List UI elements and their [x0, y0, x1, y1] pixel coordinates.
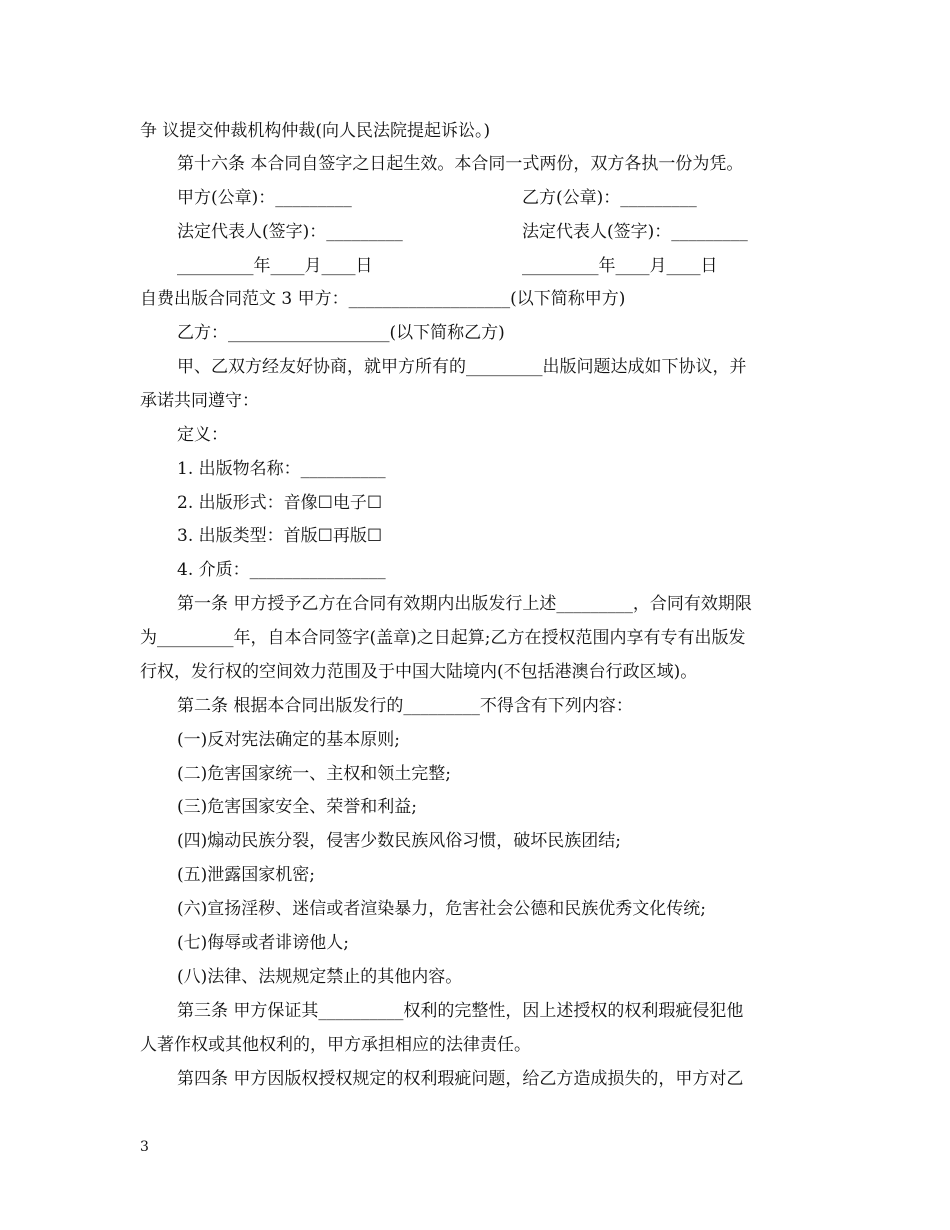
list-item: (一)反对宪法确定的基本原则; [177, 730, 400, 750]
definition-item: 2. 出版形式：音像☐电子☐ [177, 493, 383, 513]
party-b-representative: 法定代表人(签字)：_________ [522, 222, 748, 242]
paragraph-line: 承诺共同遵守： [140, 391, 259, 411]
article-16: 第十六条 本合同自签字之日起生效。本合同一式两份，双方各执一份为凭。 [177, 154, 744, 174]
party-a-seal: 甲方(公章)：_________ [177, 188, 352, 208]
list-item: (三)危害国家安全、荣誉和利益; [177, 797, 417, 817]
article-3-line: 人著作权或其他权利的，甲方承担相应的法律责任。 [140, 1035, 531, 1055]
list-item: (二)危害国家统一、主权和领土完整; [177, 764, 451, 784]
paragraph-line: 甲、乙双方经友好协商，就甲方所有的_________出版问题达成如下协议，并 [177, 357, 747, 377]
definition-item: 3. 出版类型：首版☐再版☐ [177, 526, 383, 546]
list-item: (八)法律、法规规定禁止的其他内容。 [177, 967, 463, 987]
list-item: (四)煽动民族分裂，侵害少数民族风俗习惯，破坏民族团结; [177, 831, 621, 851]
section-title-party-a: 自费出版合同范文 3 甲方：___________________(以下简称甲方) [140, 289, 626, 309]
article-4-line: 第四条 甲方因版权授权规定的权利瑕疵问题，给乙方造成损失的，甲方对乙 [177, 1069, 744, 1089]
definition-item: 4. 介质：________________ [177, 560, 386, 580]
page-number: 3 [140, 1139, 149, 1155]
article-3-line: 第三条 甲方保证其__________权利的完整性，因上述授权的权利瑕疵侵犯他 [177, 1001, 744, 1021]
party-a-representative: 法定代表人(签字)：_________ [177, 222, 403, 242]
definition-heading: 定义： [177, 425, 228, 445]
text-line: 争 议提交仲裁机构仲裁(向人民法院提起诉讼。) [140, 121, 491, 141]
article-1-line: 为_________年，自本合同签字(盖章)之日起算;乙方在授权范围内享有专有出版发 [140, 628, 746, 648]
party-a-date: _________年____月____日 [177, 256, 373, 276]
list-item: (六)宣扬淫秽、迷信或者渲染暴力，危害社会公德和民族优秀文化传统; [177, 899, 706, 919]
list-item: (七)侮辱或者诽谤他人; [177, 933, 349, 953]
article-1-line: 行权，发行权的空间效力范围及于中国大陆境内(不包括港澳台行政区域)。 [140, 662, 698, 682]
article-2-line: 第二条 根据本合同出版发行的_________不得含有下列内容： [177, 696, 633, 716]
party-b-seal: 乙方(公章)：_________ [522, 188, 697, 208]
party-b-date: _________年____月____日 [522, 256, 718, 276]
party-b-line: 乙方：___________________(以下简称乙方) [177, 323, 505, 343]
list-item: (五)泄露国家机密; [177, 865, 315, 885]
definition-item: 1. 出版物名称：__________ [177, 459, 386, 479]
article-1-line: 第一条 甲方授予乙方在合同有效期内出版发行上述_________，合同有效期限 [177, 594, 752, 614]
